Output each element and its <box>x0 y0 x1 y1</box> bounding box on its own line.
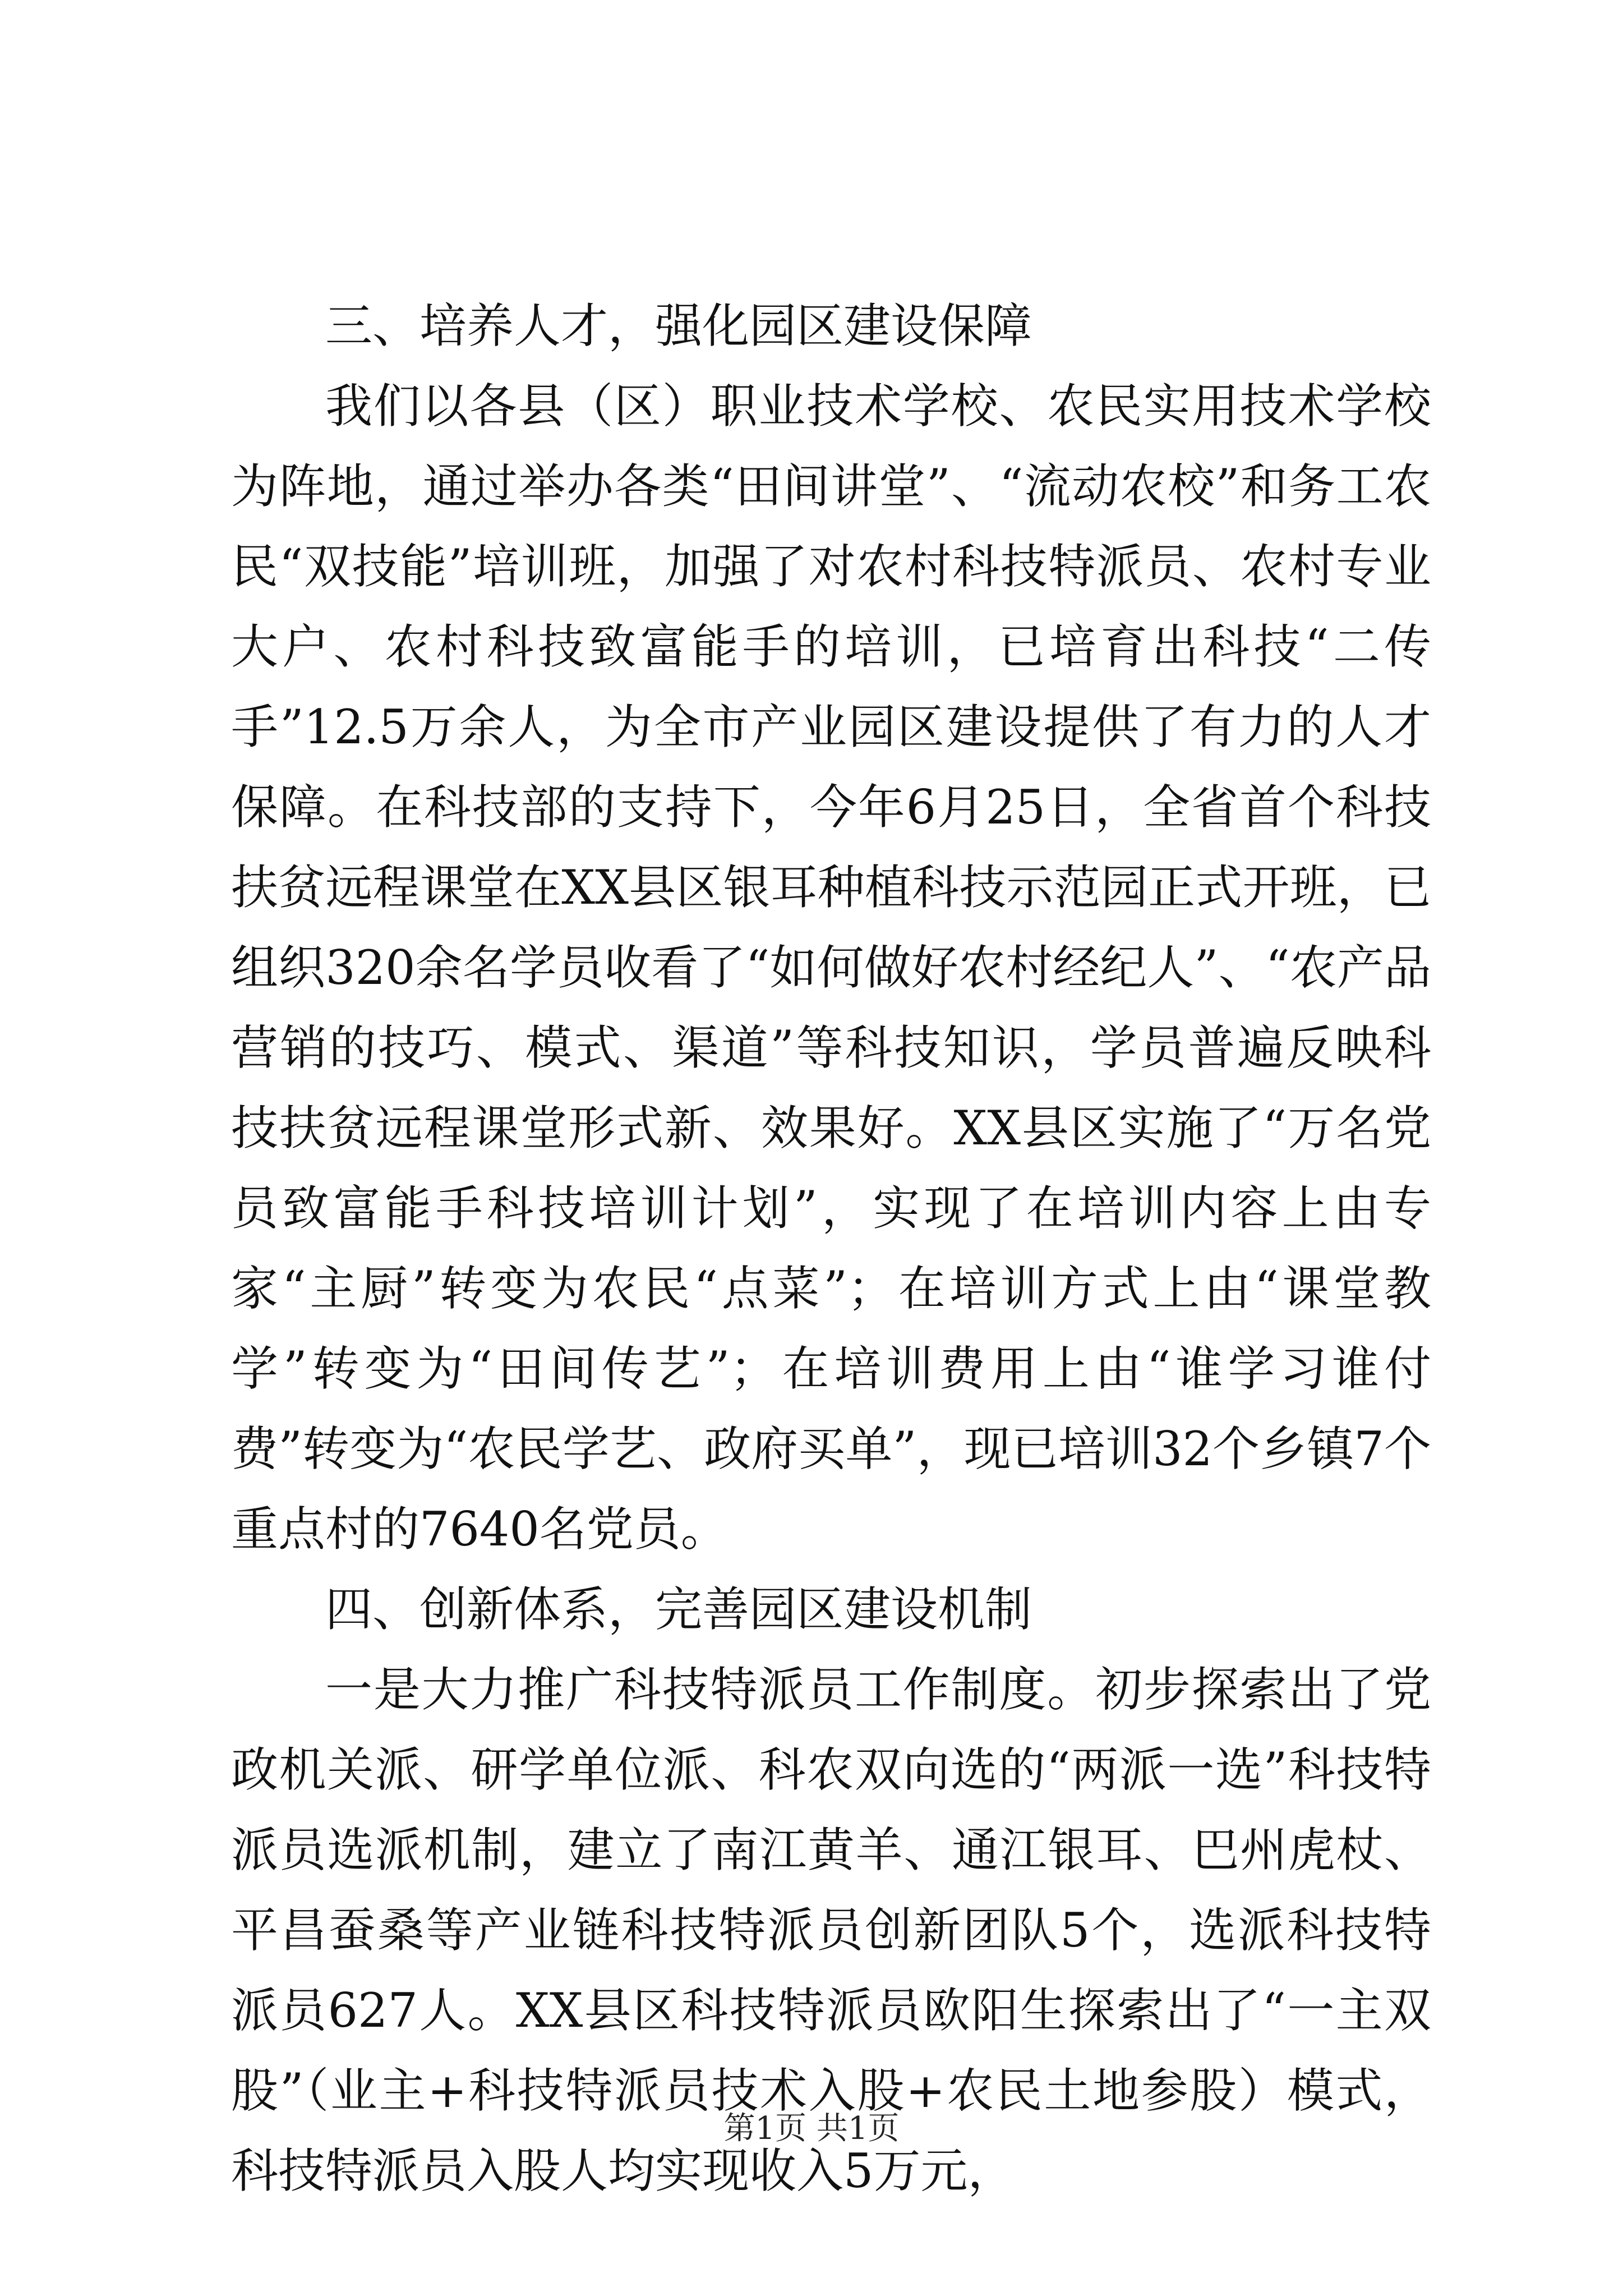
paragraph-talent-training: 我们以各县（区）职业技术学校、农民实用技术学校为阵地，通过举办各类“田间讲堂”、“流动农校”和务工农民“双技能”培训班，加强了对农村科技特派员、农村专业大户、农村科技致富能手的培训，已培育出科技“二传手”12.5万余人，为全市产业园区建设提供了有力的人才保障。在科技部的支持下，今年6月25日，全省首个科技扶贫远程课堂在XX县区银耳种植科技示范园正式开班，已组织320余名学员收看了“如何做好农村经纪人”、“农产品营销的技巧、模式、渠道”等科技知识，学员普遍反映科技扶贫远程课堂形式新、效果好。XX县区实施了“万名党员致富能手科技培训计划”，实现了在培训内容上由专家“主厨”转变为农民“点菜”；在培训方式上由“课堂教学”转变为“田间传艺”；在培训费用上由“谁学习谁付费”转变为“农民学艺、政府买单”，现已培训32个乡镇7个重点村的7640名党员。 <box>231 379 1431 1557</box>
section-heading-three: 三、培养人才，强化园区建设保障 <box>325 298 1032 353</box>
page-footer: 第1页 共1页 <box>723 2110 900 2147</box>
section-heading-four: 四、创新体系，完善园区建设机制 <box>325 1582 1032 1637</box>
paragraph-system-innovation: 一是大力推广科技特派员工作制度。初步探索出了党政机关派、研学单位派、科农双向选的“两派一选”科技特派员选派机制，建立了南江黄羊、通江银耳、巴州虎杖、平昌蚕桑等产业链科技特派员创新团队5个，选派科技特派员627人。XX县区科技特派员欧阳生探索出了“一主双股”（业主+科技特派员技术入股+农民土地参股）模式，科技特派员入股人均实现收入5万元， <box>231 1662 1431 2198</box>
document-body <box>231 286 1431 2211</box>
